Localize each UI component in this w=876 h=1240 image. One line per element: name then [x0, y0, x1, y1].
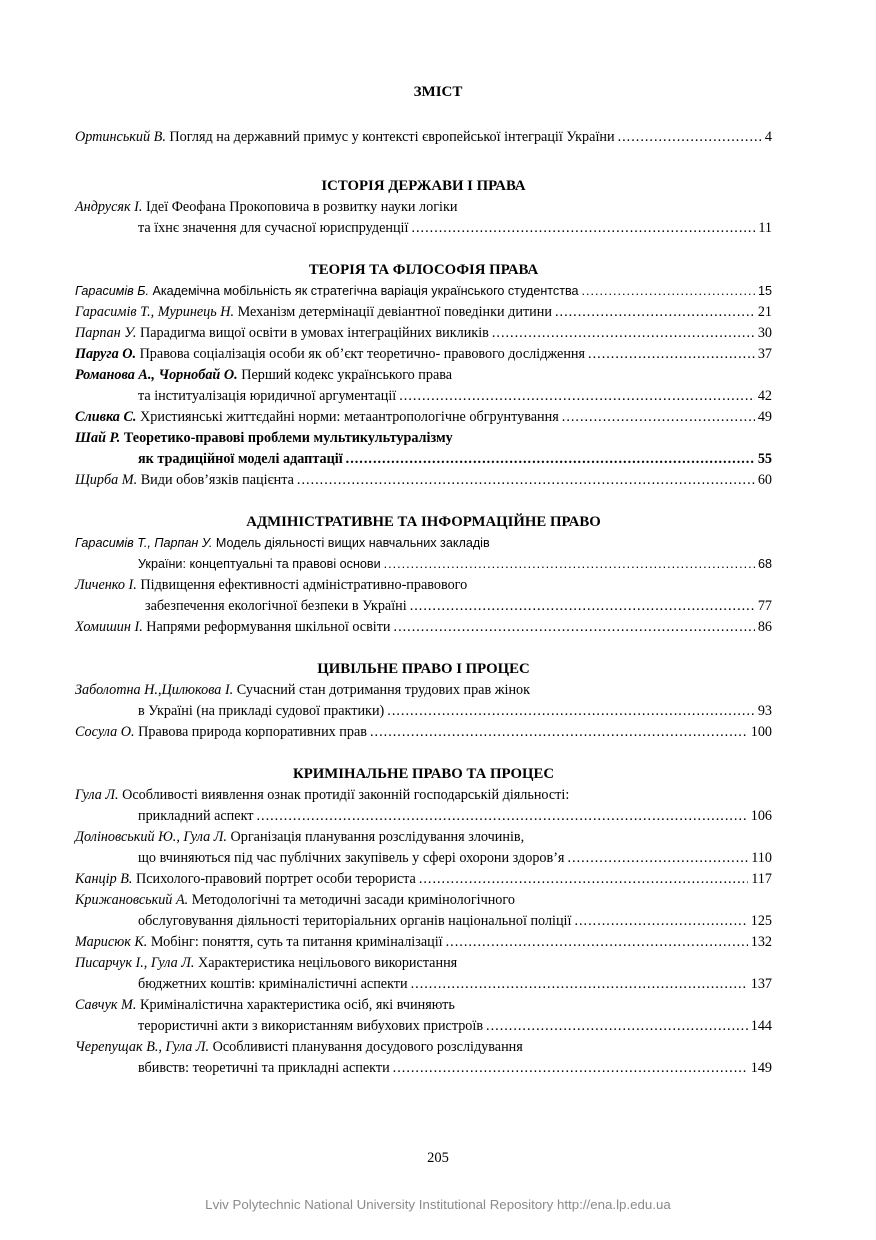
toc-entry	[75, 680, 772, 722]
toc-author: Личенко І.	[75, 577, 137, 593]
section-heading: ТЕОРІЯ ТА ФІЛОСОФІЯ ПРАВА	[308, 262, 539, 278]
toc-entry	[75, 407, 772, 428]
toc-entry	[75, 995, 772, 1037]
toc-page-number: 37	[757, 346, 772, 362]
toc-entry-text	[138, 218, 408, 239]
toc-page-number: 110	[751, 850, 772, 866]
toc-entry	[75, 575, 772, 617]
toc-entry-line	[75, 533, 772, 554]
toc-entry-line	[75, 911, 772, 932]
toc-title-text: Модель діяльності вищих навчальних закладів	[215, 536, 490, 550]
toc-entry-text	[75, 127, 615, 148]
toc-entry-text	[75, 953, 457, 974]
toc-title-text: вбивств: теоретичні та прикладні аспекти	[138, 1060, 390, 1076]
toc-author: Доліновський Ю., Гула Л.	[75, 829, 227, 845]
toc-entry-text	[75, 281, 579, 302]
toc-page-number: 100	[750, 724, 772, 740]
toc-title-text: Правова соціалізація особи як об’єкт теоретично- правового дослідження	[139, 346, 586, 362]
toc-author: Романова А., Чорнобай О.	[75, 367, 238, 383]
toc-entry	[75, 785, 772, 827]
toc-author: Паруга О.	[75, 346, 137, 362]
toc-entry-text	[75, 827, 524, 848]
toc-title-text: Криміналістична характеристика осіб, які вчиняють	[139, 997, 455, 1013]
toc-title-text: Особливиcті планування досудового розслідування	[212, 1039, 523, 1055]
toc-entry-text	[138, 806, 253, 827]
toc-author: Канцір В.	[75, 871, 133, 887]
toc-entry	[75, 953, 772, 995]
toc-title-text: Види обов’язків пацієнта	[140, 472, 294, 488]
toc-entry-text	[75, 995, 455, 1016]
toc-entry-text	[138, 386, 396, 407]
toc-page-number: 42	[757, 388, 772, 404]
toc-page-number: 117	[751, 871, 772, 887]
toc-entry-line	[75, 890, 772, 911]
toc-page-number: 68	[757, 557, 772, 571]
toc-entry-line	[75, 127, 772, 148]
toc-title-text: Перший кодекс українського права	[241, 367, 453, 383]
toc-title-text: Методологічні та методичні засади кримінологічного	[191, 892, 515, 908]
toc-entry	[75, 344, 772, 365]
toc-author: Гула Л.	[75, 787, 119, 803]
toc-entry-line	[75, 323, 772, 344]
toc-page-number: 125	[750, 913, 772, 929]
toc-entry-line	[75, 701, 772, 722]
dot-leader	[297, 470, 755, 491]
toc-author: Савчук М.	[75, 997, 137, 1013]
toc-entry	[75, 365, 772, 407]
dot-leader	[399, 386, 755, 407]
dot-leader	[393, 1058, 748, 1079]
toc-entry	[75, 533, 772, 575]
toc-title-text: терористичні акти з використанням вибухових пристроїв	[138, 1018, 484, 1034]
dot-leader	[588, 344, 755, 365]
toc-author: Марисюк К.	[75, 934, 148, 950]
toc-entry-text	[138, 974, 408, 995]
dot-leader	[387, 701, 755, 722]
toc-entry-line	[75, 848, 772, 869]
toc-entry	[75, 722, 772, 743]
toc-title-text: та інституалізація юридичної аргументації	[138, 388, 397, 404]
toc-entry-text	[145, 596, 407, 617]
toc-title-text: Характеристика нецільового використання	[197, 955, 458, 971]
section-heading: ЦИВІЛЬНЕ ПРАВО І ПРОЦЕС	[317, 661, 530, 677]
dot-leader	[411, 974, 748, 995]
toc-entry-line	[75, 806, 772, 827]
toc-title-text: прикладний аспект	[138, 808, 254, 824]
repository-footer: Lviv Polytechnic National University Institutional Repository http://ena.lp.edu.ua	[205, 1197, 671, 1212]
toc-entry-line	[75, 596, 772, 617]
toc-entry-text	[138, 848, 564, 869]
toc-entry-text	[75, 890, 515, 911]
toc-page-number: 30	[757, 325, 772, 341]
toc-title-text: Психолого-правовий портрет особи терориста	[136, 871, 416, 887]
toc-title-text: Християнські життєдайні норми: метаантропологічне обгрунтування	[140, 409, 559, 425]
toc-entry-text	[75, 365, 452, 386]
toc-entry-text	[138, 449, 343, 470]
toc-entry-line	[75, 407, 772, 428]
dot-leader	[419, 869, 748, 890]
toc-entry-line	[75, 722, 772, 743]
dot-leader	[567, 848, 748, 869]
toc-title-text: та їхнє значення для сучасної юриспруденції	[138, 220, 409, 236]
toc-entry-text	[138, 554, 381, 575]
toc-author: Заболотна Н.,Цилюкова І.	[75, 682, 234, 698]
dot-leader	[411, 218, 755, 239]
toc-author: Щирба М.	[75, 472, 138, 488]
toc-entry-line	[75, 344, 772, 365]
toc-title-text: Напрями реформування шкільної освіти	[146, 619, 391, 635]
dot-leader	[555, 302, 755, 323]
dot-leader	[256, 806, 747, 827]
dot-leader	[562, 407, 755, 428]
toc-title: ЗМІСТ	[413, 84, 463, 100]
toc-entry-line	[75, 995, 772, 1016]
toc-entry	[75, 197, 772, 239]
toc-entry	[75, 932, 772, 953]
toc-entry-line	[75, 680, 772, 701]
toc-entry	[75, 827, 772, 869]
toc-page-number: 11	[758, 220, 772, 236]
toc-entry-line	[75, 554, 772, 575]
toc-entry-line	[75, 386, 772, 407]
toc-page-number: 49	[757, 409, 772, 425]
toc-title-text: Механізм детермінації девіантної поведінки дитини	[237, 304, 552, 320]
toc-entry-text	[75, 575, 467, 596]
dot-leader	[446, 932, 748, 953]
toc-entry-text	[75, 533, 490, 554]
toc-entry	[75, 1037, 772, 1079]
dot-leader	[486, 1016, 748, 1037]
toc-title-text: забезпечення екологічної безпеки в Україні	[145, 598, 407, 614]
toc-entry-line	[75, 281, 772, 302]
dot-leader	[574, 911, 747, 932]
toc-entry	[75, 323, 772, 344]
toc-title-text: Погляд на державний примус у контексті європейської інтеграції України	[169, 129, 615, 145]
toc-entry-text	[75, 617, 391, 638]
toc-entry-line	[75, 197, 772, 218]
toc-author: Хомишин І.	[75, 619, 143, 635]
toc-entry	[75, 281, 772, 302]
toc-entry-text	[75, 197, 457, 218]
toc-entry	[75, 470, 772, 491]
section-heading: АДМІНІСТРАТИВНЕ ТА ІНФОРМАЦІЙНЕ ПРАВО	[246, 514, 601, 530]
toc-entry	[75, 869, 772, 890]
toc-entry-text	[75, 869, 416, 890]
page-number: 205	[427, 1150, 449, 1166]
toc-title-text: Правова природа корпоративних прав	[138, 724, 367, 740]
toc-entry-text	[75, 407, 559, 428]
toc-author: Гарасимів Т., Парпан У.	[75, 536, 213, 550]
toc-entry-text	[75, 344, 585, 365]
toc-entry-text	[75, 785, 569, 806]
toc-page-number: 132	[750, 934, 772, 950]
toc-entry-line	[75, 785, 772, 806]
toc-entry-line	[75, 302, 772, 323]
toc-title-text: як традиційної моделі адаптації	[138, 451, 343, 467]
toc-list	[75, 127, 772, 1079]
toc-entry-line	[75, 1058, 772, 1079]
section-heading: КРИМІНАЛЬНЕ ПРАВО ТА ПРОЦЕС	[292, 766, 555, 782]
toc-title-text: Організація планування розслідування злочинів,	[230, 829, 525, 845]
toc-title-text: Особливості виявлення ознак протидії законній господарській діяльності:	[122, 787, 570, 803]
toc-entry-line	[75, 218, 772, 239]
toc-entry-text	[138, 1016, 483, 1037]
dot-leader	[346, 449, 755, 470]
toc-title-text: обслуговування діяльності територіальних органів національної поліції	[138, 913, 572, 929]
toc-entry-text	[75, 302, 552, 323]
toc-entry-text	[75, 323, 489, 344]
toc-title-text: в Україні (на прикладі судової практики)	[138, 703, 385, 719]
section-heading: ІСТОРІЯ ДЕРЖАВИ І ПРАВА	[321, 178, 526, 194]
toc-entry-line	[75, 827, 772, 848]
toc-title-text: Мобінг: поняття, суть та питання криміналізації	[150, 934, 443, 950]
toc-author: Шай Р.	[75, 430, 121, 446]
toc-title-text: Підвищення ефективності адміністративно-правового	[140, 577, 468, 593]
toc-page-number: 106	[750, 808, 772, 824]
toc-title-text: бюджетних коштів: криміналістичні аспекти	[138, 976, 408, 992]
toc-title-text: Теоретико-правові проблеми мультикультуралізму	[123, 430, 453, 446]
toc-entry-text	[75, 470, 294, 491]
toc-author: Гарасимів Б.	[75, 284, 149, 298]
toc-entry	[75, 302, 772, 323]
toc-entry	[75, 890, 772, 932]
toc-entry-line	[75, 365, 772, 386]
toc-entry-line	[75, 575, 772, 596]
toc-title-text: України: концептуальні та правові основи	[138, 557, 381, 571]
toc-author: Черепущак В., Гула Л.	[75, 1039, 210, 1055]
toc-entry-line	[75, 1037, 772, 1058]
toc-page-number: 144	[750, 1018, 772, 1034]
toc-entry-text	[138, 911, 571, 932]
toc-page-number: 21	[757, 304, 772, 320]
toc-entry-line	[75, 617, 772, 638]
toc-entry-line	[75, 428, 772, 449]
toc-entry-line	[75, 470, 772, 491]
dot-leader	[618, 127, 762, 148]
toc-entry-text	[75, 680, 530, 701]
toc-entry-line	[75, 932, 772, 953]
toc-page-number: 60	[757, 472, 772, 488]
toc-title-text: Парадигма вищої освіти в умовах інтеграційних викликів	[139, 325, 489, 341]
toc-page-number: 55	[757, 451, 772, 467]
toc-author: Писарчук І., Гула Л.	[75, 955, 195, 971]
toc-author: Сливка С.	[75, 409, 137, 425]
toc-page-number: 137	[750, 976, 772, 992]
dot-leader	[582, 281, 755, 302]
toc-title-text: Сучасний стан дотримання трудових прав жінок	[236, 682, 531, 698]
toc-entry-line	[75, 974, 772, 995]
toc-entry	[75, 617, 772, 638]
toc-entry-text	[75, 1037, 523, 1058]
toc-entry-line	[75, 869, 772, 890]
dot-leader	[410, 596, 755, 617]
toc-entry-line	[75, 953, 772, 974]
toc-title-text: що вчиняються під час публічних закупівель у сфері охорони здоров’я	[138, 850, 565, 866]
toc-entry-line	[75, 449, 772, 470]
toc-author: Ортинський В.	[75, 129, 166, 145]
toc-entry	[75, 127, 772, 148]
toc-entry-text	[138, 701, 384, 722]
toc-page-number: 15	[757, 284, 772, 298]
dot-leader	[492, 323, 755, 344]
toc-entry	[75, 428, 772, 470]
toc-author: Гарасимів Т., Муринець Н.	[75, 304, 235, 320]
dot-leader	[394, 617, 755, 638]
toc-author: Сосула О.	[75, 724, 135, 740]
toc-entry-text	[75, 932, 443, 953]
toc-author: Крижановський А.	[75, 892, 189, 908]
toc-author: Парпан У.	[75, 325, 137, 341]
toc-author: Андрусяк І.	[75, 199, 143, 215]
toc-entry-text	[75, 722, 367, 743]
dot-leader	[370, 722, 748, 743]
toc-entry-text	[138, 1058, 390, 1079]
toc-title-text: Ідеї Феофана Прокоповича в розвитку науки логіки	[145, 199, 458, 215]
toc-page-number: 149	[750, 1060, 772, 1076]
toc-entry-text	[75, 428, 453, 449]
dot-leader	[384, 554, 755, 575]
toc-page-number: 4	[764, 129, 772, 145]
toc-page-number: 77	[757, 598, 772, 614]
toc-title-text: Академічна мобільність як стратегічна варіація українського студентства	[152, 284, 579, 298]
toc-entry-line	[75, 1016, 772, 1037]
toc-page-number: 86	[757, 619, 772, 635]
toc-page-number: 93	[757, 703, 772, 719]
